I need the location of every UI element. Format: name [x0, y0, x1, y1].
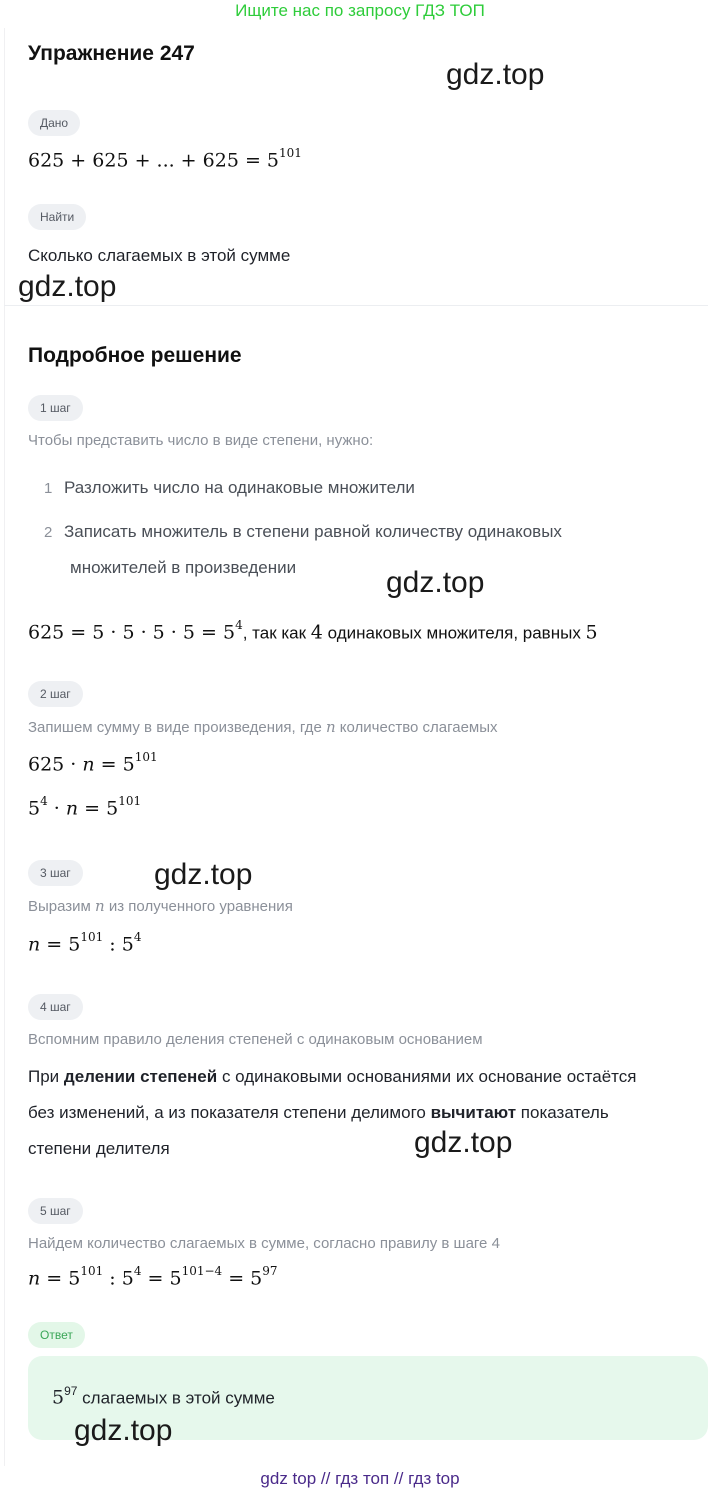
- step1-chip: 1 шаг: [28, 395, 83, 421]
- step3-chip: 3 шаг: [28, 860, 83, 886]
- watermark: gdz.top: [414, 1126, 513, 1159]
- step2-equation-1: $625 \cdot n = 5^{101}$: [28, 750, 158, 776]
- step4-chip: 4 шаг: [28, 994, 83, 1020]
- rule-line-1: При делении степеней с одинаковыми основаниями их основание остаётся: [28, 1067, 637, 1086]
- list-item-text: Записать множитель в степени равной количеству одинаковых: [64, 522, 562, 541]
- exercise-title: Упражнение 247: [28, 42, 195, 65]
- step1-hint: Чтобы представить число в виде степени, нужно:: [28, 432, 374, 449]
- rule-line-2: без изменений, а из показателя степени делимого вычитают показатель: [28, 1103, 609, 1122]
- step3-hint: Выразим n из полученного уравнения: [28, 897, 293, 915]
- top-banner[interactable]: Ищите нас по запросу ГДЗ ТОП: [235, 1, 485, 20]
- find-text: Сколько слагаемых в этой сумме: [28, 246, 291, 265]
- list-item-text-cont: множителей в произведении: [70, 558, 297, 577]
- answer-chip: Ответ: [28, 1322, 85, 1348]
- watermark: gdz.top: [74, 1414, 173, 1447]
- step2-hint: Запишем сумму в виде произведения, где n количество слагаемых: [28, 718, 498, 736]
- footer-links[interactable]: gdz top // гдз топ // гдз top: [260, 1469, 460, 1488]
- step2-equation-2: $5^4 \cdot n = 5^{101}$: [28, 794, 142, 820]
- given-chip: Дано: [28, 110, 80, 136]
- solution-title: Подробное решение: [28, 344, 242, 367]
- rule-line-3: степени делителя: [28, 1139, 170, 1158]
- watermark: gdz.top: [386, 566, 485, 599]
- step5-equation: $n = 5^{101}$ : $5^4 = 5^{101-4} = 5^{97}$: [28, 1264, 278, 1290]
- list-item-text: Разложить число на одинаковые множители: [64, 478, 415, 497]
- watermark: gdz.top: [446, 58, 545, 91]
- step2-chip: 2 шаг: [28, 681, 83, 707]
- list-item-number: 2: [44, 524, 53, 541]
- watermark: gdz.top: [154, 858, 253, 891]
- step3-equation: $n = 5^{101}$ : $5^4$: [28, 930, 142, 956]
- section-divider: [4, 305, 708, 306]
- step4-hint: Вспомним правило деления степеней с одинаковым основанием: [28, 1031, 483, 1048]
- watermark: gdz.top: [18, 270, 117, 303]
- answer-text: $5^{97}$ слагаемых в этой сумме: [52, 1384, 275, 1409]
- step5-chip: 5 шаг: [28, 1198, 83, 1224]
- step1-equation: $625 = 5 \cdot 5 \cdot 5 \cdot 5 = 5^4$, так как 4 одинаковых множителя, равных 5: [28, 618, 598, 644]
- list-item-number: 1: [44, 480, 53, 497]
- given-equation: 625 + 625 + ... + $625 = 5^{101}$: [28, 146, 302, 172]
- find-chip: Найти: [28, 204, 86, 230]
- step5-hint: Найдем количество слагаемых в сумме, согласно правилу в шаге 4: [28, 1235, 500, 1252]
